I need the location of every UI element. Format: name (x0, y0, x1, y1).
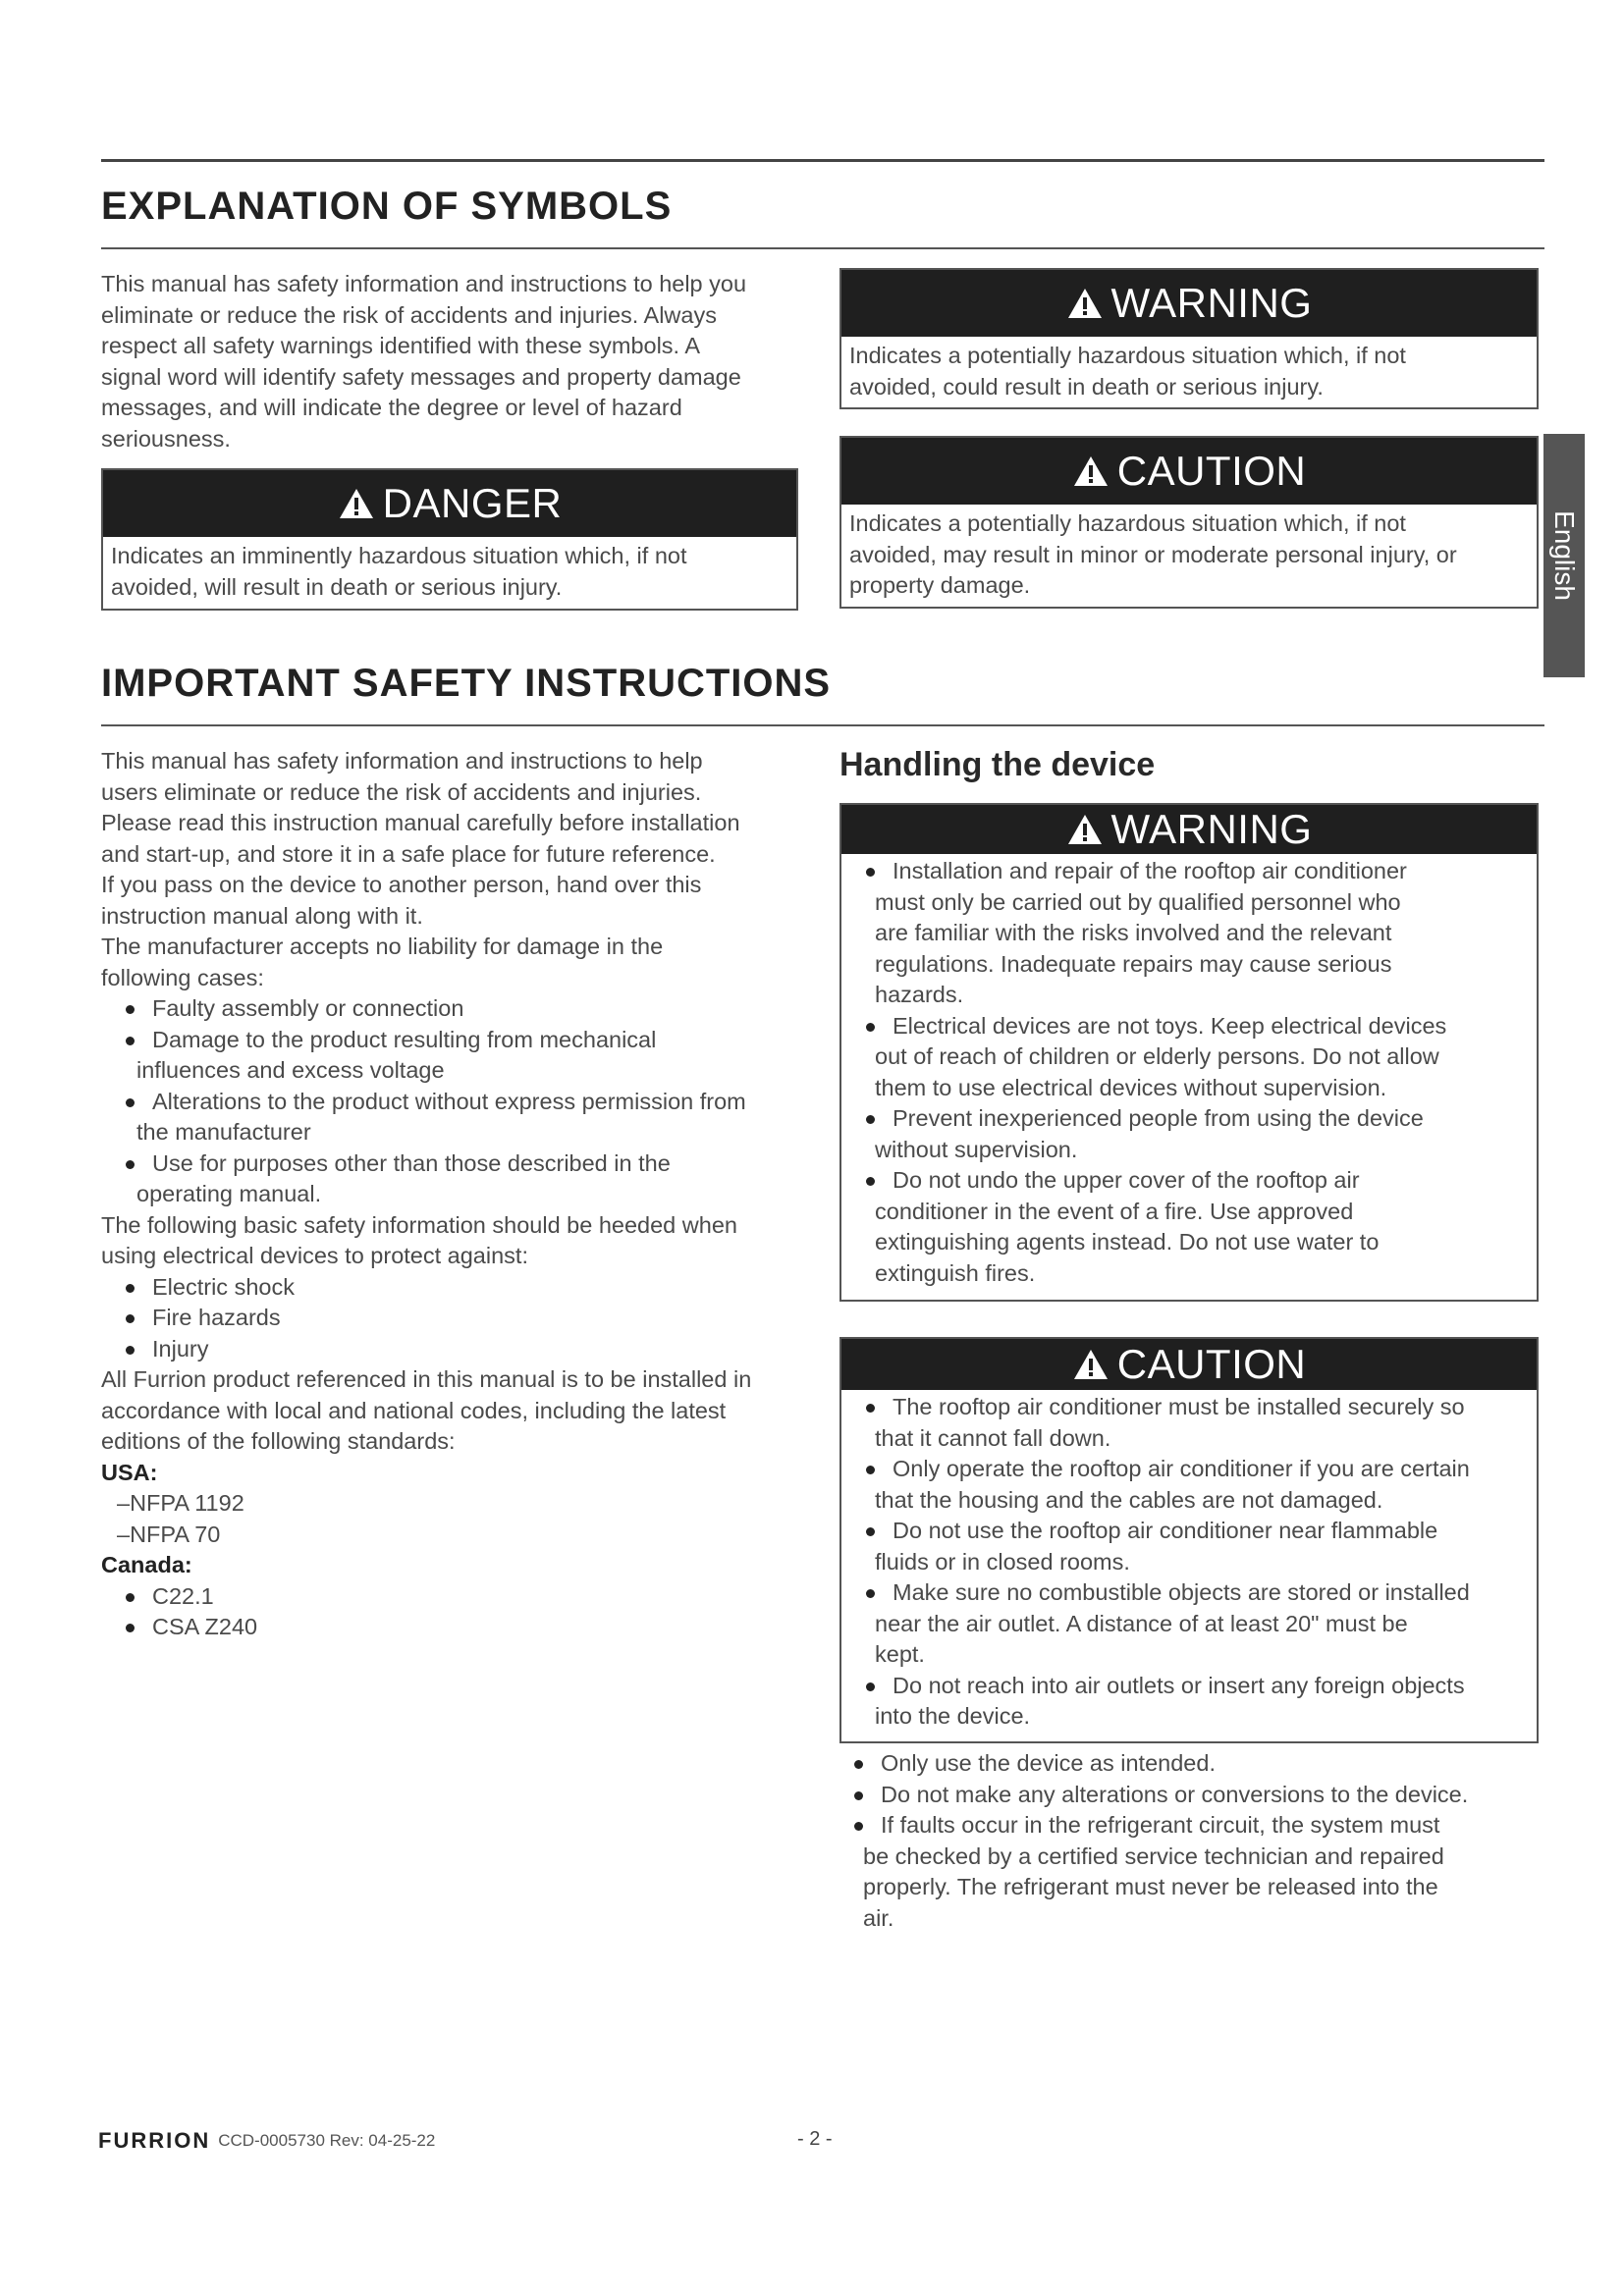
list-item: Electric shock (101, 1272, 828, 1304)
warning-triangle-icon (1066, 813, 1104, 846)
list-item: Alterations to the product without express permission from the manufacturer (101, 1087, 828, 1148)
safety-intro-line: This manual has safety information and instructions to help (101, 748, 703, 774)
safety-intro-line: instruction manual along with it. (101, 902, 423, 929)
handling-caution-title: CAUTION (1116, 1341, 1307, 1387)
page-number: - 2 - (797, 2128, 833, 2150)
danger-line: Indicates an imminently hazardous situation which, if not (111, 543, 687, 568)
warning-body (841, 337, 1537, 406)
top-rule (101, 159, 1544, 162)
list-item: Use for purposes other than those described in the operating manual. (101, 1148, 828, 1210)
intro-line: This manual has safety information and instructions to help you (101, 271, 747, 296)
handling-warning-box (839, 803, 1539, 1302)
caution-title: CAUTION (1116, 448, 1307, 494)
handling-extra (830, 1748, 1556, 1934)
danger-line: avoided, will result in death or serious injury. (111, 573, 563, 600)
list-item: Make sure no combustible objects are stored or installed near the air outlet. A distance of at least 20" must be kept. (841, 1577, 1537, 1671)
caution-line: Indicates a potentially hazardous situation which, if not (849, 510, 1406, 536)
list-item: Electrical devices are not toys. Keep electrical devices out of reach of children or elderly persons. Do not allow them to use electrical devices without supervision. (841, 1011, 1531, 1104)
caution-box (839, 436, 1539, 609)
caution-line: property damage. (849, 572, 1031, 598)
canada-list (101, 1581, 828, 1643)
list-item: Do not use the rooftop air conditioner near flammable fluids or in closed rooms. (841, 1516, 1537, 1577)
intro-line: seriousness. (101, 425, 231, 452)
intro-line: messages, and will indicate the degree or level of hazard (101, 395, 682, 420)
usa-standard: –NFPA 70 (117, 1521, 221, 1547)
list-item: Do not reach into air outlets or insert any foreign objects into the device. (841, 1671, 1537, 1733)
standards-intro-line: All Furrion product referenced in this manual is to be installed in (101, 1366, 752, 1392)
handling-caution-header (841, 1339, 1537, 1390)
list-item: Only use the device as intended. (830, 1748, 1556, 1780)
danger-box (101, 468, 798, 611)
section-rule-symbols (101, 247, 1544, 249)
liability-list (101, 993, 828, 1210)
intro-line: respect all safety warnings identified with these symbols. A (101, 333, 700, 358)
footer (98, 2128, 435, 2154)
list-item: Installation and repair of the rooftop air conditioner must only be carried out by qualified personnel who are familiar with the risks involved and the relevant regulations. Inadequate repairs may cause serious hazards. (841, 856, 1531, 1011)
safety-intro-line: users eliminate or reduce the risk of accidents and injuries. (101, 778, 702, 805)
handling-warning-list (841, 856, 1531, 1289)
handling-title: Handling the device (839, 746, 1156, 783)
list-item: Do not make any alterations or conversions to the device. (830, 1780, 1556, 1811)
caution-header (841, 438, 1537, 505)
brand-logo: FURRION (98, 2128, 211, 2153)
safety-intro-line: and start-up, and store it in a safe place for future reference. (101, 840, 716, 867)
list-item: Only operate the rooftop air conditioner if you are certain that the housing and the cables are not damaged. (841, 1454, 1537, 1516)
warning-triangle-icon (1072, 454, 1110, 488)
warning-title: WARNING (1110, 280, 1313, 326)
warning-triangle-icon (1066, 287, 1104, 320)
warning-box (839, 268, 1539, 409)
warning-header (841, 270, 1537, 337)
list-item: C22.1 (101, 1581, 828, 1613)
caution-body (841, 505, 1537, 606)
handling-caution-body (841, 1390, 1537, 1733)
section-title-safety: IMPORTANT SAFETY INSTRUCTIONS (101, 662, 832, 705)
list-item: Damage to the product resulting from mechanical influences and excess voltage (101, 1025, 828, 1087)
hazard-list (101, 1272, 828, 1365)
safety-intro-line: If you pass on the device to another person, hand over this (101, 872, 702, 897)
caution-line: avoided, may result in minor or moderate personal injury, or (849, 541, 1457, 567)
doc-code: CCD-0005730 Rev: 04-25-22 (218, 2131, 436, 2150)
standards-intro-line: editions of the following standards: (101, 1428, 456, 1454)
warning-line: Indicates a potentially hazardous situation which, if not (849, 343, 1406, 368)
list-item: CSA Z240 (101, 1612, 828, 1643)
section-rule-safety (101, 724, 1544, 726)
language-tab-label: English (1549, 510, 1580, 601)
usa-standard: –NFPA 1192 (117, 1490, 244, 1516)
usa-label: USA: (101, 1459, 158, 1485)
list-item: Fire hazards (101, 1303, 828, 1334)
warning-triangle-icon (1072, 1348, 1110, 1381)
handling-caution-box (839, 1337, 1539, 1743)
handling-warning-body (841, 854, 1537, 1289)
language-tab[interactable] (1543, 434, 1585, 677)
list-item: Prevent inexperienced people from using the device without supervision. (841, 1103, 1531, 1165)
basic-intro-line: using electrical devices to protect against: (101, 1243, 528, 1268)
intro-line: eliminate or reduce the risk of accidents and injuries. Always (101, 301, 717, 328)
canada-label: Canada: (101, 1552, 192, 1577)
warning-line: avoided, could result in death or serious injury. (849, 373, 1324, 400)
danger-title: DANGER (382, 480, 563, 526)
list-item: Do not undo the upper cover of the rooftop air conditioner in the event of a fire. Use approved extinguishing agents instead. Do not use water to extinguish fires. (841, 1165, 1531, 1289)
warning-triangle-icon (338, 487, 375, 520)
list-item: If faults occur in the refrigerant circuit, the system must be checked by a certified service technician and repaired properly. The refrigerant must never be released into the air. (830, 1810, 1556, 1934)
list-item: The rooftop air conditioner must be installed securely so that it cannot fall down. (841, 1392, 1537, 1454)
safety-intro-line: following cases: (101, 964, 264, 990)
handling-warning-header (841, 805, 1537, 854)
standards-intro-line: accordance with local and national codes, including the latest (101, 1397, 727, 1423)
list-item: Faulty assembly or connection (101, 993, 828, 1025)
safety-intro-line: Please read this instruction manual carefully before installation (101, 810, 740, 835)
section-title-symbols: EXPLANATION OF SYMBOLS (101, 185, 673, 228)
handling-extra-list (830, 1748, 1556, 1934)
danger-header (103, 470, 796, 537)
intro-line: signal word will identify safety messages and property damage (101, 363, 741, 390)
handling-warning-title: WARNING (1110, 806, 1313, 852)
safety-intro-line: The manufacturer accepts no liability for damage in the (101, 934, 664, 959)
basic-intro-line: The following basic safety information should be heeded when (101, 1211, 737, 1238)
handling-caution-list (841, 1392, 1537, 1733)
symbols-intro (101, 269, 808, 454)
list-item: Injury (101, 1334, 828, 1365)
danger-body (103, 537, 796, 607)
safety-left-column (101, 746, 828, 1643)
